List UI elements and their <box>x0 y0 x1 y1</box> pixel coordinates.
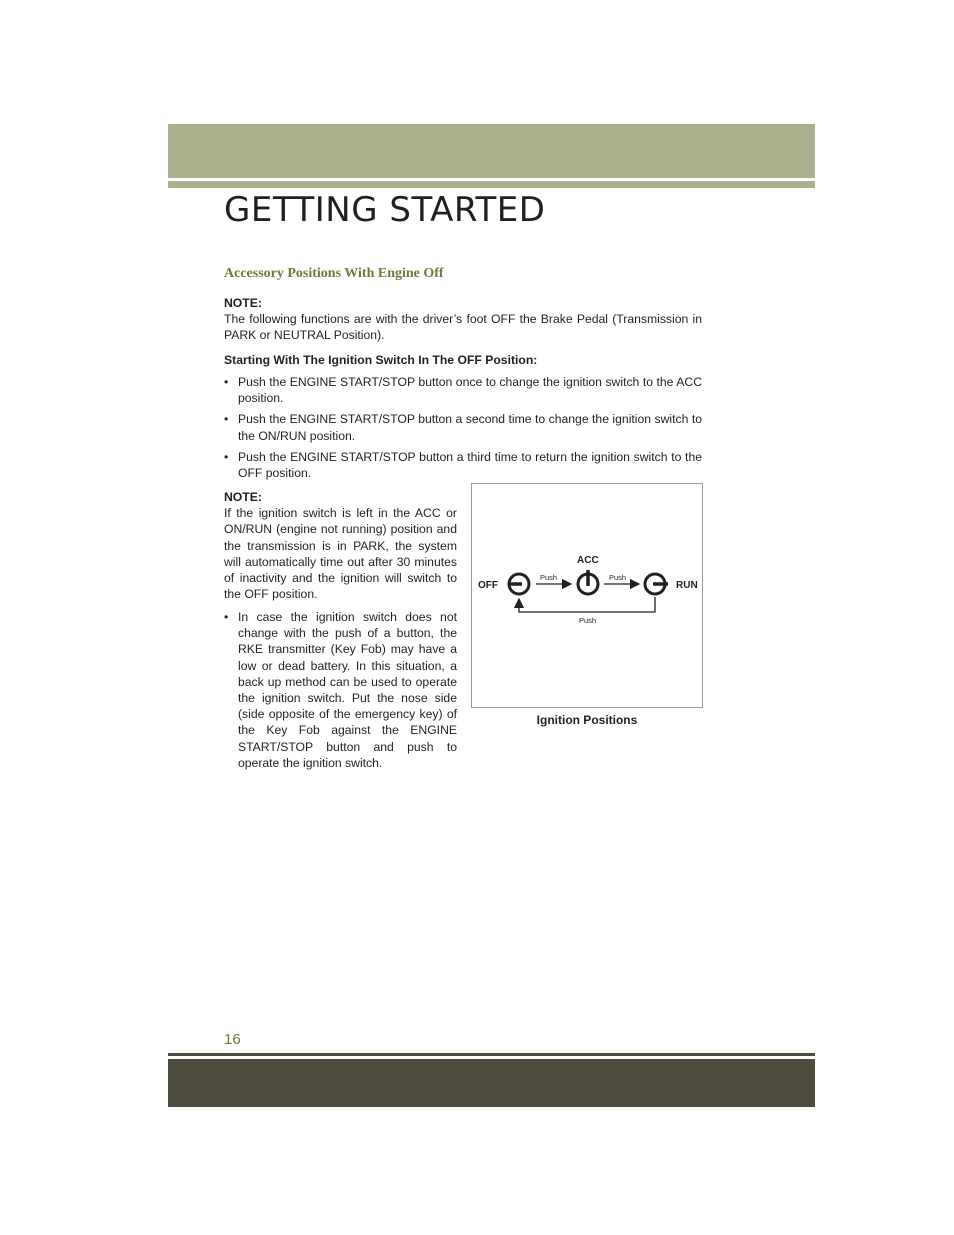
section-title: GETTING STARTED <box>224 190 546 230</box>
header-stripe <box>168 181 815 188</box>
push-label-1: Push <box>540 573 558 582</box>
list-item: • In case the ignition switch does not change with the push of a button, the RKE transmitter (Key Fob) may have a low or dead battery. In this situation, a back up method can be used to operate the ignition switch. Put the nose side (side opposite of the emergency key) of the Key Fob against the ENGINE START/STOP button and push to operate the ignition switch. <box>224 610 457 770</box>
ignition-figure <box>471 483 703 708</box>
note-label: NOTE: <box>224 296 262 310</box>
run-label: RUN <box>676 580 698 591</box>
off-power-icon <box>508 574 529 594</box>
push-label-2: Push <box>609 573 627 582</box>
list-item: • Push the ENGINE START/STOP button once to change the ignition switch to the ACC position. <box>224 375 702 406</box>
ignition-diagram <box>472 484 702 707</box>
off-label: OFF <box>478 580 498 591</box>
note-text: If the ignition switch is left in the ACC or ON/RUN (engine not running) position and the transmission is in PARK, the system will automatically time out after 30 minutes of inactivity and the ignition will switch to the OFF position. <box>224 506 457 602</box>
bullet-list-2 <box>224 609 457 771</box>
subheading: Starting With The Ignition Switch In The OFF Position: <box>224 353 538 367</box>
push-label-3: Push <box>579 616 597 625</box>
note-label: NOTE: <box>224 490 262 504</box>
run-power-icon <box>645 574 668 594</box>
acc-label: ACC <box>577 555 599 566</box>
note-block-2 <box>224 489 457 602</box>
header-band <box>168 124 815 178</box>
footer-line <box>168 1053 815 1056</box>
page-number: 16 <box>224 1031 241 1048</box>
note-text: The following functions are with the driver’s foot OFF the Brake Pedal (Transmission in PARK or NEUTRAL Position). <box>224 312 702 343</box>
bullet-list <box>224 374 702 481</box>
list-item: • Push the ENGINE START/STOP button a third time to return the ignition switch to the OFF position. <box>224 449 702 481</box>
note-block-1 <box>224 295 702 344</box>
acc-power-icon <box>578 570 598 594</box>
figure-caption: Ignition Positions <box>536 713 638 727</box>
list-item: • Push the ENGINE START/STOP button a second time to change the ignition switch to the ON/RUN position. <box>224 412 702 443</box>
section-heading: Accessory Positions With Engine Off <box>224 266 444 281</box>
footer-band <box>168 1059 815 1107</box>
